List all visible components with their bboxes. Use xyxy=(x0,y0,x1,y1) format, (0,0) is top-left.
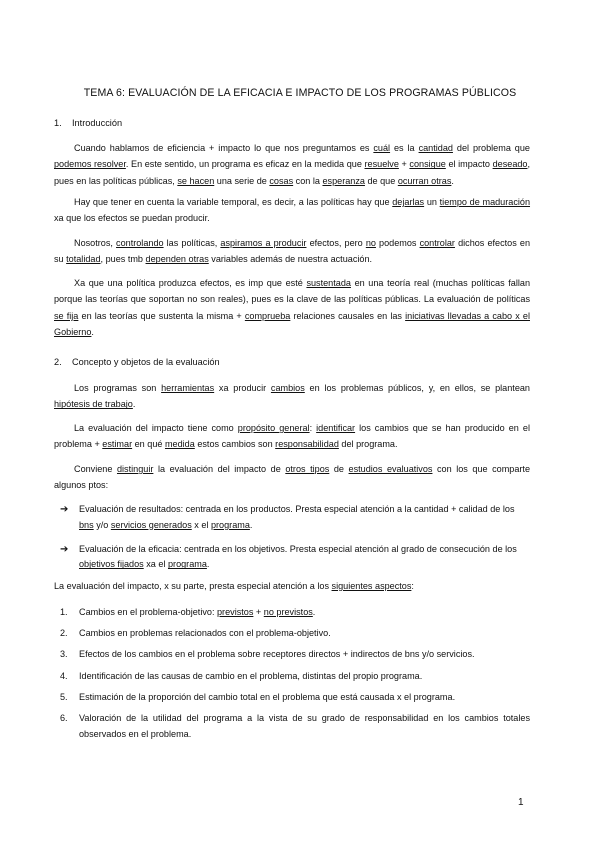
underlined-text: controlando xyxy=(116,238,164,248)
text-run: Conviene xyxy=(74,464,117,474)
underlined-text: identificar xyxy=(316,423,356,433)
underlined-text: medida xyxy=(164,439,195,450)
underlined-text: sustentada xyxy=(306,278,351,288)
underlined-text: totalidad xyxy=(66,254,101,265)
text-run: . xyxy=(132,399,136,410)
list-item xyxy=(54,626,530,642)
text-run: dichos efectos en su xyxy=(54,238,530,265)
text-run: , pues tmb xyxy=(100,254,146,265)
text-run: Estimación de la proporción del cambio total en el problema que está causada x el programa. xyxy=(79,691,456,702)
underlined-text: dejarlas xyxy=(392,197,425,207)
text-run: Cambios en problemas relacionados con el problema-objetivo. xyxy=(79,628,331,639)
underlined-text: previstos xyxy=(217,607,254,617)
underlined-text: siguientes aspectos xyxy=(331,581,412,591)
text-run: Evaluación de la eficacia: centrada en los objetivos. Presta especial atención al grado de consecución de los xyxy=(79,543,517,554)
text-run: del problema que xyxy=(452,143,530,153)
underlined-text: ocurran otras xyxy=(397,175,452,186)
underlined-text: distinguir xyxy=(116,464,154,474)
underlined-text: cuál xyxy=(373,143,391,153)
section-heading-introduccion xyxy=(54,118,122,128)
text-run: Los programas son xyxy=(74,383,162,393)
text-run: . En este sentido, un programa es eficaz en la medida que xyxy=(125,159,365,170)
text-run: Valoración de la utilidad del programa a la vista de su grado de responsabilidad en los cambios totales observados en el problema. xyxy=(79,712,530,739)
underlined-text: herramientas xyxy=(161,383,215,393)
list-number: 4. xyxy=(60,670,68,681)
text-run: en las teorías que sustenta la misma + xyxy=(78,310,245,321)
text-run: Cuando hablamos de eficiencia + impacto lo que nos preguntamos es xyxy=(74,143,374,153)
text-run: Nosotros, xyxy=(74,238,117,248)
paragraph xyxy=(54,235,530,268)
underlined-text: deseado xyxy=(492,159,528,170)
underlined-text: estimar xyxy=(102,439,133,450)
text-run: . xyxy=(206,559,210,570)
underlined-text: comprueba xyxy=(244,310,291,321)
underlined-text: podemos resolver xyxy=(54,159,126,170)
underlined-text: hipótesis de trabajo xyxy=(54,399,133,410)
text-run: y/o xyxy=(93,519,111,530)
underlined-text: se fija xyxy=(54,310,79,321)
underlined-text: propósito general xyxy=(237,423,310,433)
underlined-text: cosas xyxy=(269,175,294,186)
text-run: en qué xyxy=(132,439,165,450)
underlined-text: se hacen xyxy=(177,175,215,186)
list-number: 5. xyxy=(60,691,68,702)
text-run: en los problemas públicos, y, en ellos, se plantean xyxy=(304,383,530,393)
text-run: efectos, pero xyxy=(306,238,366,248)
text-run: es la xyxy=(390,143,419,153)
underlined-text: esperanza xyxy=(322,175,365,186)
underlined-text: programa xyxy=(210,519,250,530)
text-run: el impacto xyxy=(445,159,493,170)
paragraph xyxy=(54,420,530,453)
right-arrow-icon: ➔ xyxy=(60,543,69,555)
text-run: Xa que una política produzca efectos, es imp que esté xyxy=(74,278,307,288)
underlined-text: no previstos xyxy=(263,607,313,617)
underlined-text: objetivos fijados xyxy=(79,559,144,570)
text-run: en una teoría real (muchas políticas fallan porque las teorías que soportan no son reales), pues es la clave de las políticas públicas. La evaluación de políticas xyxy=(54,278,530,305)
bullet-text xyxy=(79,544,517,570)
text-run: estos cambios son xyxy=(194,439,276,450)
text-run: La evaluación del impacto tiene como xyxy=(74,423,238,433)
list-item xyxy=(54,647,530,663)
underlined-text: estudios evaluativos xyxy=(348,464,433,474)
text-run: con la xyxy=(293,175,323,186)
text-run: x el xyxy=(191,519,211,530)
paragraph xyxy=(54,578,530,594)
paragraph xyxy=(54,275,530,341)
text-run: , pues en las políticas públicas, xyxy=(54,159,531,186)
text-run: la evaluación del impacto de xyxy=(153,464,286,474)
list-item xyxy=(54,690,530,706)
document-title: TEMA 6: EVALUACIÓN DE LA EFICACIA E IMPACTO DE LOS PROGRAMAS PÚBLICOS xyxy=(83,87,517,99)
underlined-text: iniciativas llevadas a cabo x el Gobierno xyxy=(54,310,530,338)
right-arrow-icon: ➔ xyxy=(60,504,69,515)
text-run: + xyxy=(253,607,264,617)
text-run: xa que los efectos se puedan producir. xyxy=(54,213,210,224)
underlined-text: programa xyxy=(167,559,207,570)
section-number: 1. xyxy=(54,118,62,128)
text-run: una serie de xyxy=(214,175,270,186)
text-run: del programa. xyxy=(338,439,398,450)
text-run: Identificación de las causas de cambio en el problema, distintas del propio programa. xyxy=(79,670,423,681)
text-run: los cambios que se han producido en el problema + xyxy=(54,423,530,450)
text-run: podemos xyxy=(375,238,420,248)
text-run: . xyxy=(249,519,253,530)
paragraph xyxy=(54,140,530,189)
underlined-text: no xyxy=(365,238,376,248)
text-run: : xyxy=(309,423,317,433)
text-run: xa el xyxy=(143,559,168,570)
text-run: de xyxy=(329,464,349,474)
text-run: con los que comparte algunos ptos: xyxy=(54,464,531,491)
list-text xyxy=(79,607,315,617)
bullet-item xyxy=(54,542,530,574)
text-run: + xyxy=(398,159,410,170)
underlined-text: bns xyxy=(79,519,94,530)
underlined-text: cantidad xyxy=(418,143,453,153)
text-run: Evaluación de resultados: centrada en los productos. Presta especial atención a la cantidad + calidad de los xyxy=(79,504,515,514)
text-run: Cambios en el problema-objetivo: xyxy=(79,607,217,617)
text-run: un xyxy=(424,197,440,207)
underlined-text: responsabilidad xyxy=(275,439,339,450)
text-run: Efectos de los cambios en el problema sobre receptores directos + indirectos de bns y/o servicios. xyxy=(79,649,475,660)
paragraph xyxy=(54,461,530,494)
text-run: : xyxy=(411,581,414,591)
section-heading-concepto xyxy=(54,357,220,367)
list-number: 1. xyxy=(60,607,68,617)
page-number: 1 xyxy=(518,797,524,808)
list-number: 6. xyxy=(60,712,68,723)
list-text xyxy=(79,671,422,681)
text-run: La evaluación del impacto, x su parte, presta especial atención a los xyxy=(54,581,332,591)
text-run: variables además de nuestra actuación. xyxy=(208,254,373,265)
list-item xyxy=(54,711,530,743)
text-run: . xyxy=(91,327,94,338)
list-text xyxy=(79,628,331,638)
list-item xyxy=(54,669,530,685)
underlined-text: consigue xyxy=(409,159,446,170)
bullet-text xyxy=(79,504,515,530)
section-title: Concepto y objetos de la evaluación xyxy=(72,357,220,367)
bullet-item xyxy=(54,502,530,534)
section-number: 2. xyxy=(54,357,62,367)
underlined-text: aspiramos a producir xyxy=(220,238,307,248)
text-run: relaciones causales en las xyxy=(290,310,406,321)
section-title: Introducción xyxy=(72,118,123,128)
text-run: xa producir xyxy=(214,383,271,393)
underlined-text: resuelve xyxy=(364,159,399,170)
text-run: las políticas, xyxy=(163,238,221,248)
list-text xyxy=(79,649,475,659)
underlined-text: tiempo de maduración xyxy=(439,197,531,207)
list-item xyxy=(54,605,530,621)
aspects-list xyxy=(54,605,530,748)
underlined-text: dependen otras xyxy=(145,254,209,265)
list-text xyxy=(79,713,530,739)
list-number: 3. xyxy=(60,649,68,660)
bullet-list xyxy=(54,502,530,581)
text-run: Hay que tener en cuenta la variable temporal, es decir, a las políticas hay que xyxy=(74,197,393,207)
underlined-text: controlar xyxy=(419,238,455,248)
text-run: de que xyxy=(364,175,398,186)
list-number: 2. xyxy=(60,628,68,639)
paragraph xyxy=(54,194,530,227)
text-run: . xyxy=(312,607,316,617)
underlined-text: otros tipos xyxy=(285,464,330,474)
underlined-text: cambios xyxy=(270,383,305,393)
underlined-text: servicios generados xyxy=(110,519,192,530)
paragraph xyxy=(54,380,530,413)
list-text xyxy=(79,692,455,702)
text-run: . xyxy=(451,175,454,186)
